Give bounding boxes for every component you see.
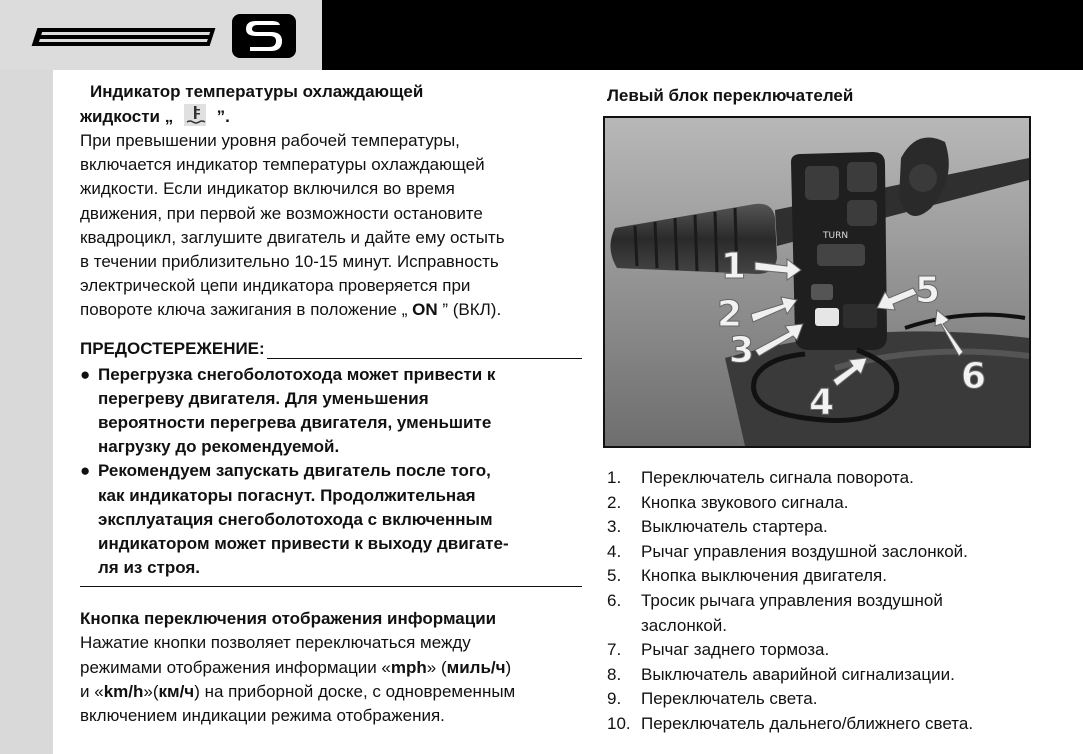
- kmh-label: km/h: [103, 681, 144, 701]
- handlebar-switch-illustration: [605, 118, 1029, 446]
- indicator-line-3: жидкости. Если индикатор включился во время: [80, 179, 455, 199]
- warning-2-line-4: индикатором может привести к выходу двигате-: [98, 534, 509, 554]
- text-fragment: » (: [426, 657, 447, 677]
- list-text: Выключатель стартера.: [641, 517, 828, 537]
- mile-per-hour-label: миль/ч: [446, 657, 506, 677]
- list-number: 9.: [607, 689, 622, 709]
- text-fragment: »(: [143, 681, 159, 701]
- button-line-3: [80, 680, 582, 704]
- text-fragment: ): [505, 657, 512, 677]
- warning-1-line-4: нагрузку до рекомендуемой.: [98, 437, 340, 457]
- list-item: [607, 466, 1047, 491]
- indicator-line-8: [80, 298, 582, 322]
- list-item: [607, 687, 1047, 712]
- switch-block-heading: Левый блок переключателей: [607, 86, 854, 105]
- list-text: Кнопка звукового сигнала.: [641, 492, 849, 512]
- indicator-line-1: При превышении уровня рабочей температуры,: [80, 131, 460, 150]
- on-label: ON: [412, 300, 438, 320]
- indicator-heading-end: ”.: [216, 107, 230, 126]
- list-number: 3.: [607, 517, 622, 537]
- warning-1-line-1: Перегрузка снегоболотохода может привести к: [98, 364, 496, 384]
- warning-2-line-1: Рекомендуем запускать двигатель после того,: [98, 461, 491, 481]
- warning-item-2: [80, 459, 582, 580]
- indicator-heading-line2: [80, 104, 582, 129]
- left-column: [80, 80, 582, 728]
- page-header: [0, 0, 1083, 70]
- warning-1-line-2: перегреву двигателя. Для уменьшения: [98, 388, 429, 408]
- list-item: [607, 663, 1047, 688]
- bullet-icon: ●: [80, 461, 91, 481]
- text-fragment: и «: [80, 681, 104, 701]
- stels-logo: [28, 14, 303, 58]
- warning-2-line-5: ля из строя.: [98, 558, 201, 578]
- indicator-line-2: включается индикатор температуры охлаждающей: [80, 155, 485, 175]
- list-number: 6.: [607, 590, 622, 610]
- callout-3: 3: [729, 330, 755, 371]
- list-number: 8.: [607, 664, 622, 684]
- text-fragment: ) на приборной доске, с одновременным: [194, 681, 516, 701]
- button-heading: Кнопка переключения отображения информации: [80, 609, 497, 629]
- indicator-heading-line1: Индикатор температуры охлаждающей: [90, 82, 424, 101]
- list-item: [607, 491, 1047, 516]
- list-number: 10.: [607, 713, 631, 733]
- list-number: 5.: [607, 566, 622, 586]
- handlebar-photo: [603, 116, 1031, 448]
- list-text: Выключатель аварийной сигнализации.: [641, 664, 955, 684]
- list-text: Переключатель дальнего/ближнего света.: [641, 713, 974, 733]
- list-item: [607, 638, 1047, 663]
- warning-2-line-3: эксплуатация снегоболотохода с включенным: [98, 509, 493, 529]
- list-text: Переключатель сигнала поворота.: [641, 468, 914, 487]
- callout-4: 4: [809, 382, 835, 423]
- list-item: [607, 515, 1047, 540]
- list-text: Рычаг управления воздушной заслонкой.: [641, 541, 968, 561]
- caution-bottom-rule: [80, 586, 582, 587]
- list-text: Кнопка выключения двигателя.: [641, 566, 887, 586]
- list-number: 7.: [607, 640, 622, 660]
- indicator-line-7: электрической цепи индикатора проверяется при: [80, 276, 471, 296]
- list-number: 4.: [607, 541, 622, 561]
- list-number: 1.: [607, 468, 622, 487]
- indicator-last-start: повороте ключа зажигания в положение „: [80, 300, 413, 320]
- logo-area: [0, 0, 322, 70]
- button-line-2: [80, 656, 582, 680]
- button-line-1: Нажатие кнопки позволяет переключаться между: [80, 633, 471, 653]
- callout-1: 1: [721, 246, 747, 287]
- indicator-line-6: в течении приблизительно 10-15 минут. Исправность: [80, 252, 499, 272]
- list-number: 2.: [607, 492, 622, 512]
- bullet-icon: ●: [80, 364, 91, 384]
- list-item: [607, 589, 1047, 638]
- list-text: Рычаг заднего тормоза.: [641, 640, 830, 660]
- list-item: [607, 540, 1047, 565]
- indicator-last-end: ” (ВКЛ).: [437, 300, 502, 320]
- switch-parts-list: [607, 466, 1047, 737]
- indicator-body: [80, 129, 582, 323]
- list-text: Тросик рычага управления воздушной заслонкой.: [641, 590, 943, 635]
- button-line-4: включением индикации режима отображения.: [80, 706, 445, 726]
- mph-label: mph: [390, 657, 427, 677]
- list-item: [607, 564, 1047, 589]
- indicator-heading-start: жидкости „: [80, 107, 178, 126]
- km-per-hour-label: км/ч: [158, 681, 195, 701]
- indicator-line-4: движения, при первой же возможности остановите: [80, 203, 483, 223]
- warning-2-line-2: как индикаторы погаснут. Продолжительная: [98, 485, 476, 505]
- caution-divider: [267, 342, 582, 359]
- left-margin-band: [0, 0, 53, 754]
- warning-1-line-3: вероятности перегрева двигателя, уменьшите: [98, 413, 492, 433]
- list-item: [607, 712, 1047, 737]
- callout-5: 5: [915, 270, 941, 311]
- coolant-temperature-icon: [178, 104, 212, 126]
- caution-title: [80, 339, 582, 359]
- list-text: Переключатель света.: [641, 689, 818, 709]
- caution-title-text: ПРЕДОСТЕРЕЖЕНИЕ:: [80, 338, 265, 358]
- warning-item-1: [80, 363, 582, 460]
- text-fragment: режимами отображения информации «: [80, 657, 391, 677]
- turn-label: TURN: [823, 231, 849, 241]
- indicator-line-5: квадроцикл, заглушите двигатель и дайте ему остыть: [80, 227, 505, 247]
- callout-2: 2: [717, 294, 743, 335]
- callout-6: 6: [961, 356, 987, 397]
